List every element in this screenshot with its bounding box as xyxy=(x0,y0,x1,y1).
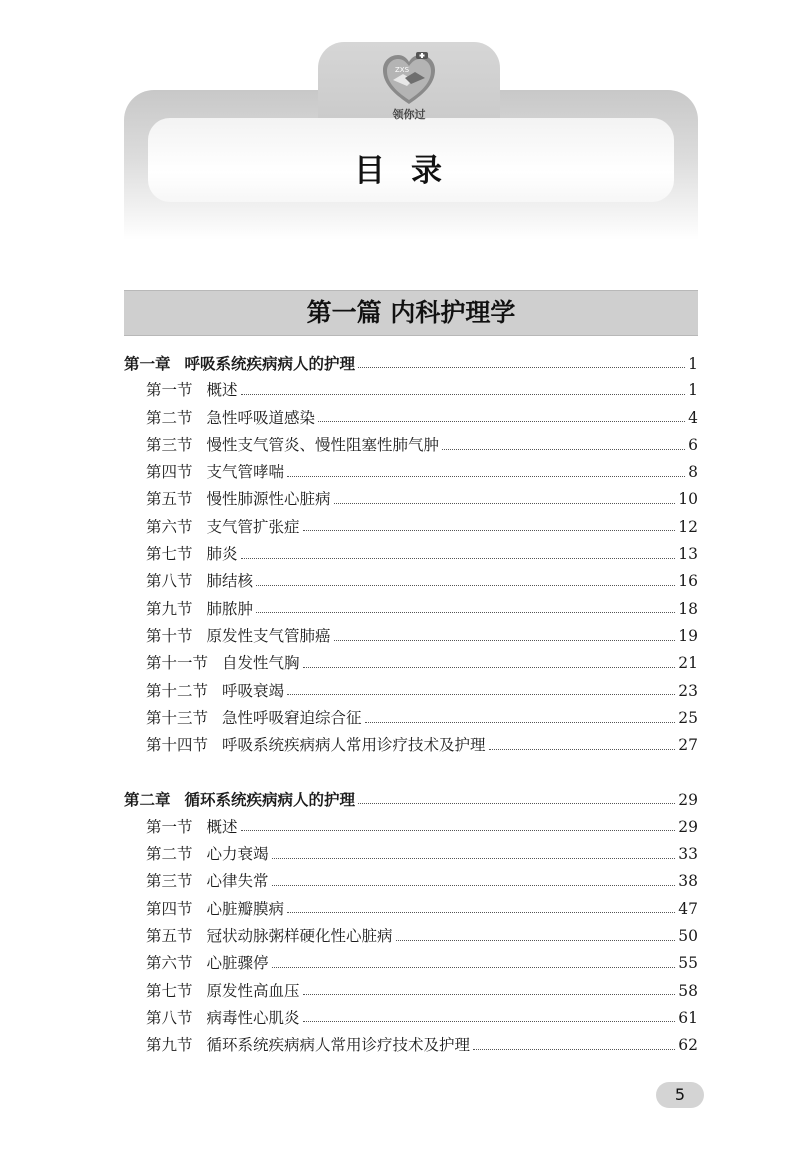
page-ref: 55 xyxy=(678,954,698,973)
section-entry[interactable] xyxy=(124,432,698,459)
section-title: 原发性支气管肺癌 xyxy=(206,626,331,645)
section-title: 呼吸衰竭 xyxy=(222,681,285,700)
section-entry[interactable] xyxy=(124,377,698,404)
section-entry[interactable] xyxy=(124,514,698,541)
dot-leader xyxy=(241,557,676,559)
section-number: 第四节 xyxy=(146,463,193,482)
part-banner: 第一篇 内科护理学 xyxy=(124,290,698,336)
section-entry[interactable] xyxy=(124,923,698,950)
section-title: 心律失常 xyxy=(206,872,269,891)
section-number: 第十节 xyxy=(146,626,193,645)
section-title: 肺结核 xyxy=(206,572,254,591)
section-number: 第九节 xyxy=(146,1036,193,1055)
chapter xyxy=(124,350,698,759)
page-ref: 18 xyxy=(678,599,698,618)
section-title: 呼吸系统疾病病人常用诊疗技术及护理 xyxy=(222,736,486,755)
section-number: 第九节 xyxy=(146,599,193,618)
dot-leader xyxy=(303,1020,676,1022)
dot-leader xyxy=(396,939,676,941)
dot-leader xyxy=(256,611,675,613)
section-entry[interactable] xyxy=(124,868,698,895)
dot-leader xyxy=(272,884,676,886)
section-number: 第三节 xyxy=(146,872,193,891)
section-title: 肺炎 xyxy=(206,545,238,564)
section-entry[interactable] xyxy=(124,950,698,977)
section-number: 第六节 xyxy=(146,517,193,536)
dot-leader xyxy=(334,639,676,641)
chapter-number: 第一章 xyxy=(124,354,171,373)
handshake-heart-icon xyxy=(379,50,439,108)
section-entry[interactable] xyxy=(124,541,698,568)
section-number: 第三节 xyxy=(146,435,193,454)
section-title: 原发性高血压 xyxy=(206,981,300,1000)
section-entry[interactable] xyxy=(124,596,698,623)
dot-leader xyxy=(241,393,686,395)
section-entry[interactable] xyxy=(124,841,698,868)
section-title: 急性呼吸道感染 xyxy=(206,408,316,427)
page-ref: 29 xyxy=(678,817,698,836)
section-number: 第四节 xyxy=(146,899,193,918)
section-entry[interactable] xyxy=(124,1005,698,1032)
section-entry[interactable] xyxy=(124,678,698,705)
section-title: 心力衰竭 xyxy=(206,845,269,864)
page-ref: 16 xyxy=(678,572,698,591)
page-ref: 25 xyxy=(678,708,698,727)
dot-leader xyxy=(287,911,675,913)
page-ref: 6 xyxy=(688,435,698,454)
dot-leader xyxy=(272,966,676,968)
table-of-contents xyxy=(124,350,698,1059)
section-entry[interactable] xyxy=(124,405,698,432)
section-entry[interactable] xyxy=(124,978,698,1005)
page-ref: 12 xyxy=(678,517,698,536)
page-ref: 50 xyxy=(678,926,698,945)
dot-leader xyxy=(287,693,675,695)
logo xyxy=(370,50,448,128)
chapter-title: 循环系统疾病病人的护理 xyxy=(184,790,356,810)
svg-text:ZXS: ZXS xyxy=(395,66,410,74)
page-ref: 47 xyxy=(678,899,698,918)
section-number: 第六节 xyxy=(146,954,193,973)
dot-leader xyxy=(442,448,685,450)
section-title: 支气管哮喘 xyxy=(206,463,285,482)
section-title: 病毒性心肌炎 xyxy=(206,1008,300,1027)
page-ref: 61 xyxy=(678,1008,698,1027)
dot-leader xyxy=(334,502,676,504)
chapter-entry[interactable] xyxy=(124,786,698,813)
section-title: 肺脓肿 xyxy=(206,599,254,618)
section-entry[interactable] xyxy=(124,486,698,513)
section-number: 第五节 xyxy=(146,490,193,509)
section-number: 第二节 xyxy=(146,845,193,864)
section-number: 第二节 xyxy=(146,408,193,427)
chapter xyxy=(124,786,698,1059)
section-entry[interactable] xyxy=(124,650,698,677)
dot-leader xyxy=(272,857,676,859)
dot-leader xyxy=(256,584,675,586)
page-ref: 1 xyxy=(688,381,698,400)
section-title: 概述 xyxy=(206,817,238,836)
dot-leader xyxy=(358,802,675,804)
section-number: 第七节 xyxy=(146,545,193,564)
dot-leader xyxy=(287,475,685,477)
page-ref: 29 xyxy=(678,791,698,810)
section-entry[interactable] xyxy=(124,1032,698,1059)
section-title: 心脏骤停 xyxy=(206,954,269,973)
section-title: 急性呼吸窘迫综合征 xyxy=(222,708,362,727)
page-ref: 58 xyxy=(678,981,698,1000)
dot-leader xyxy=(303,993,676,995)
page-title: 目录 xyxy=(354,153,468,189)
chapter-entry[interactable] xyxy=(124,350,698,377)
section-number: 第十三节 xyxy=(146,708,209,727)
section-number: 第十一节 xyxy=(146,654,209,673)
page-ref: 13 xyxy=(678,545,698,564)
section-entry[interactable] xyxy=(124,459,698,486)
dot-leader xyxy=(473,1048,675,1050)
section-title: 慢性支气管炎、慢性阻塞性肺气肿 xyxy=(206,435,440,454)
section-title: 慢性肺源性心脏病 xyxy=(206,490,331,509)
section-number: 第十二节 xyxy=(146,681,209,700)
section-number: 第十四节 xyxy=(146,736,209,755)
section-title: 循环系统疾病病人常用诊疗技术及护理 xyxy=(206,1036,471,1055)
dot-leader xyxy=(365,721,676,723)
page-ref: 62 xyxy=(678,1036,698,1055)
section-number: 第八节 xyxy=(146,572,193,591)
page-ref: 33 xyxy=(678,845,698,864)
dot-leader xyxy=(358,366,685,368)
dot-leader xyxy=(303,529,676,531)
page-ref: 1 xyxy=(688,355,698,373)
section-number: 第一节 xyxy=(146,381,193,400)
section-title: 心脏瓣膜病 xyxy=(206,899,285,918)
page-ref: 23 xyxy=(678,681,698,700)
page-ref: 8 xyxy=(688,463,698,482)
dot-leader xyxy=(241,829,676,831)
section-entry[interactable] xyxy=(124,705,698,732)
section-number: 第一节 xyxy=(146,817,193,836)
dot-leader xyxy=(489,748,676,750)
chapter-title: 呼吸系统疾病病人的护理 xyxy=(184,354,356,373)
page-ref: 10 xyxy=(678,490,698,509)
section-number: 第五节 xyxy=(146,926,193,945)
page-ref: 4 xyxy=(688,408,698,427)
page-number: 5 xyxy=(656,1082,704,1108)
page-ref: 38 xyxy=(678,872,698,891)
dot-leader xyxy=(303,666,676,668)
section-title: 冠状动脉粥样硬化性心脏病 xyxy=(206,926,393,945)
section-title: 支气管扩张症 xyxy=(206,517,300,536)
chapter-number: 第二章 xyxy=(124,790,171,810)
section-number: 第七节 xyxy=(146,981,193,1000)
page-ref: 27 xyxy=(678,736,698,755)
section-title: 概述 xyxy=(206,381,238,400)
page-ref: 21 xyxy=(678,654,698,673)
logo-caption: 领你过 xyxy=(392,108,426,121)
page-ref: 19 xyxy=(678,626,698,645)
dot-leader xyxy=(318,420,685,422)
section-title: 自发性气胸 xyxy=(222,654,300,673)
section-entry[interactable] xyxy=(124,814,698,841)
section-entry[interactable] xyxy=(124,732,698,759)
section-entry[interactable] xyxy=(124,896,698,923)
section-entry[interactable] xyxy=(124,568,698,595)
section-entry[interactable] xyxy=(124,623,698,650)
section-number: 第八节 xyxy=(146,1008,193,1027)
